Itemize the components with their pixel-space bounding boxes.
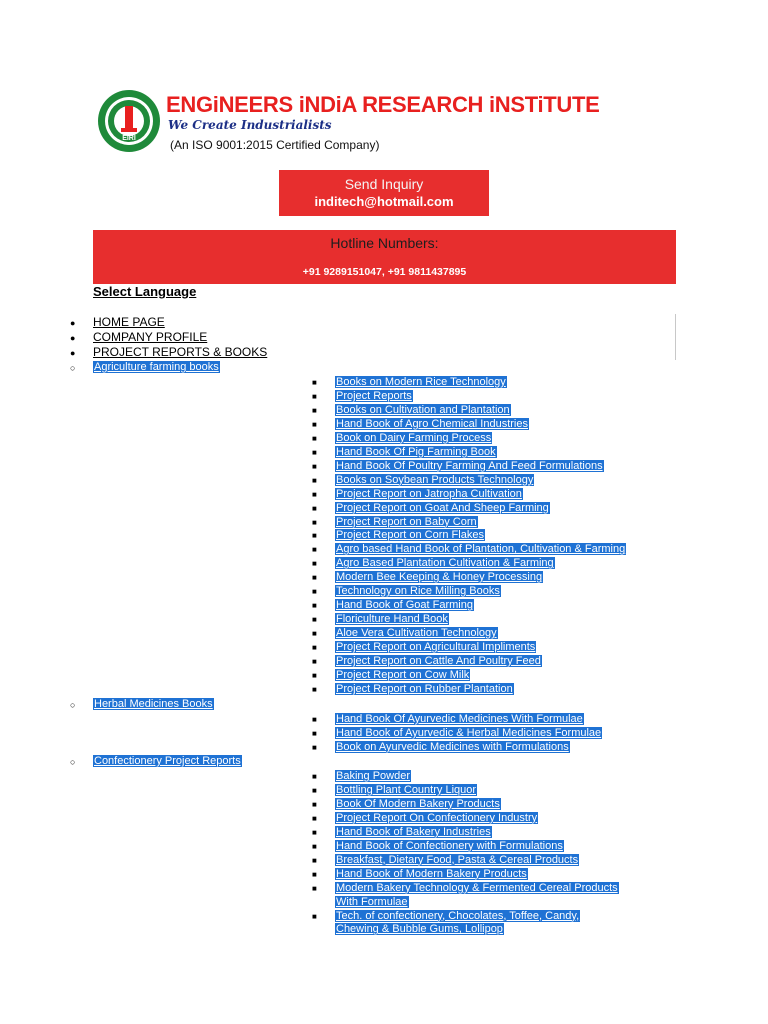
hotline-label: Hotline Numbers: [330,235,439,251]
nav-home-page[interactable]: HOME PAGE [93,315,165,329]
square-bullet-icon: ■ [312,545,317,555]
square-bullet-icon: ■ [312,573,317,583]
square-bullet-icon: ■ [312,559,317,569]
square-bullet-icon: ■ [312,419,317,429]
hotline-box [93,230,676,284]
book-link[interactable]: Project Reports [336,389,412,402]
square-bullet-icon: ■ [312,643,317,653]
company-seal-icon [96,88,162,154]
send-inquiry-label: Send Inquiry [344,176,424,192]
square-bullet-icon: ■ [312,827,317,837]
category-link[interactable]: Agriculture farming books [94,361,219,373]
category-link[interactable]: Confectionery Project Reports [94,755,241,767]
book-link[interactable]: Books on Soybean Products Technology [336,473,534,486]
square-bullet-icon: ■ [312,813,317,823]
circle-bullet-icon: ○ [70,700,76,710]
book-link[interactable]: Hand Book Of Pig Farming Book [336,445,496,458]
square-bullet-icon: ■ [312,489,317,499]
book-link[interactable]: Hand Book of Bakery Industries [336,825,491,838]
square-bullet-icon: ■ [312,742,317,752]
book-link[interactable]: Book on Ayurvedic Medicines with Formulations [336,740,569,753]
square-bullet-icon: ■ [312,684,317,694]
square-bullet-icon: ■ [312,405,317,415]
book-link[interactable]: Project Report on Baby Corn [336,515,477,528]
square-bullet-icon: ■ [312,475,317,485]
square-bullet-icon: ■ [312,670,317,680]
book-link[interactable]: Agro Based Plantation Cultivation & Farming [336,557,554,570]
circle-bullet-icon: ○ [70,757,76,767]
book-link[interactable]: Hand Book of Confectionery with Formulations [336,839,563,852]
logo-tagline: We Create Industrialists [168,118,332,132]
inquiry-email-link[interactable]: inditech@hotmail.com [314,194,454,209]
square-bullet-icon: ■ [312,503,317,513]
book-link[interactable]: Project Report on Corn Flakes [336,529,484,542]
book-link[interactable]: Hand Book of Ayurvedic & Herbal Medicines Formulae [336,726,602,739]
square-bullet-icon: ■ [312,517,317,527]
iso-certification: (An ISO 9001:2015 Certified Company) [170,138,380,152]
book-link[interactable]: Book Of Modern Bakery Products [336,797,500,810]
book-link[interactable]: Hand Book of Agro Chemical Industries [336,417,528,430]
book-link[interactable]: Modern Bee Keeping & Honey Processing [336,571,543,584]
square-bullet-icon: ■ [312,587,317,597]
square-bullet-icon: ■ [312,601,317,611]
book-link[interactable]: Hand Book of Modern Bakery Products [336,867,527,880]
book-link[interactable]: Hand Book Of Ayurvedic Medicines With Formulae [336,713,583,725]
square-bullet-icon: ■ [312,615,317,625]
book-link[interactable]: Hand Book of Goat Farming [336,599,473,612]
square-bullet-icon: ■ [312,461,317,471]
bullet-icon: ● [70,318,76,328]
circle-bullet-icon: ○ [70,363,76,373]
company-logo[interactable] [96,88,600,160]
bullet-icon: ● [70,348,76,358]
book-link[interactable]: Modern Bakery Technology & Fermented Cereal Products [336,881,618,894]
book-link[interactable]: Project Report On Confectionery Industry [336,811,538,824]
book-link[interactable]: Agro based Hand Book of Plantation, Cultivation & Farming [336,543,626,556]
send-inquiry-box[interactable] [279,170,489,216]
book-link[interactable]: Floriculture Hand Book [336,613,448,626]
square-bullet-icon: ■ [312,715,317,724]
square-bullet-icon: ■ [312,531,317,541]
nav-project-reports-books[interactable]: PROJECT REPORTS & BOOKS [93,345,268,359]
square-bullet-icon: ■ [312,391,317,401]
square-bullet-icon: ■ [312,799,317,809]
bullet-icon: ● [70,333,76,343]
select-language-link[interactable]: Select Language [93,284,197,299]
book-link[interactable]: Baking Powder [336,770,410,782]
square-bullet-icon: ■ [312,841,317,851]
square-bullet-icon: ■ [312,855,317,865]
book-link[interactable]: With Formulae [336,895,408,908]
square-bullet-icon: ■ [312,728,317,738]
book-link[interactable]: Bottling Plant Country Liquor [336,783,477,796]
book-link[interactable]: Project Report on Jatropha Cultivation [336,487,522,500]
book-link[interactable]: Book on Dairy Farming Process [336,431,492,444]
book-link[interactable]: Breakfast, Dietary Food, Pasta & Cereal Products [336,853,579,866]
square-bullet-icon: ■ [312,785,317,795]
square-bullet-icon: ■ [312,911,317,921]
book-link[interactable]: Chewing & Bubble Gums, Lollipop [336,923,503,936]
square-bullet-icon: ■ [312,883,317,893]
square-bullet-icon: ■ [312,772,317,781]
book-link[interactable]: Aloe Vera Cultivation Technology [336,627,497,640]
nav-company-profile[interactable]: COMPANY PROFILE [93,330,208,344]
book-link[interactable]: Project Report on Goat And Sheep Farming [336,501,549,514]
square-bullet-icon: ■ [312,378,317,387]
book-link[interactable]: Books on Cultivation and Plantation [336,403,510,416]
book-link[interactable]: Books on Modern Rice Technology [336,376,506,388]
book-link[interactable]: Project Report on Cow Milk [336,668,470,681]
square-bullet-icon: ■ [312,657,317,666]
square-bullet-icon: ■ [312,433,317,443]
hotline-numbers[interactable]: +91 9289151047, +91 9811437895 [302,266,467,278]
logo-title: ENGiNEERS iNDiA RESEARCH iNSTiTUTE [166,92,600,117]
square-bullet-icon: ■ [312,629,317,639]
book-link[interactable]: Project Report on Rubber Plantation [336,682,513,695]
svg-text:EIRI: EIRI [122,135,136,142]
square-bullet-icon: ■ [312,447,317,457]
book-link[interactable]: Project Report on Agricultural Impliments [336,641,536,654]
book-link[interactable]: Tech. of confectionery, Chocolates, Toffee, Candy, [336,909,580,922]
book-link[interactable]: Hand Book Of Poultry Farming And Feed Formulations [336,459,603,472]
book-link[interactable]: Technology on Rice Milling Books [336,585,500,598]
book-link[interactable]: Project Report on Cattle And Poultry Feed [336,655,541,667]
category-link[interactable]: Herbal Medicines Books [94,698,213,710]
divider [675,314,676,360]
square-bullet-icon: ■ [312,869,317,879]
